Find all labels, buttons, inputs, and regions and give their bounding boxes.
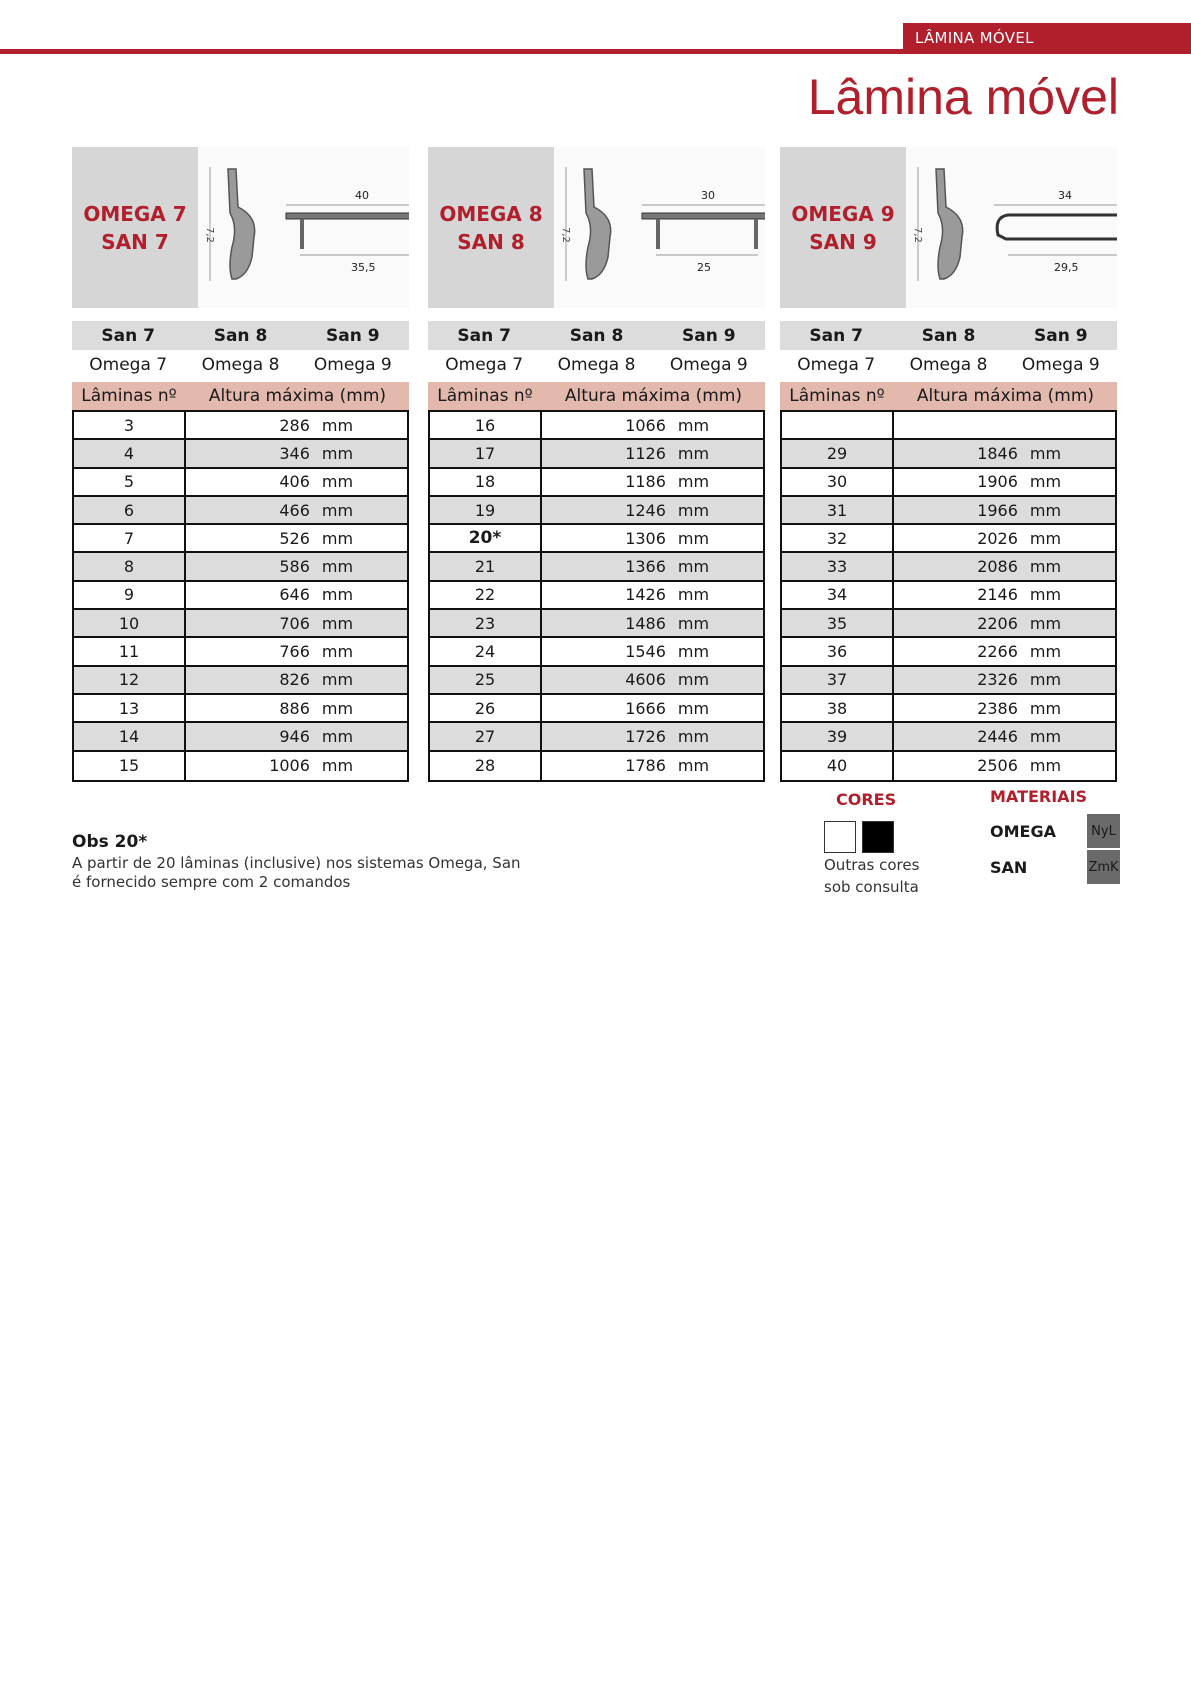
- blade-count: 15: [74, 752, 186, 780]
- height-spec-table: [72, 382, 409, 782]
- height-cell: [186, 585, 407, 604]
- height-unit: mm: [677, 670, 710, 690]
- height-value: 346: [279, 443, 310, 463]
- height-value: 2266: [977, 642, 1018, 662]
- materials-section: [990, 787, 1120, 884]
- side-profile-shape: [936, 169, 963, 279]
- blade-count: 37: [782, 667, 894, 693]
- blade-count: 26: [430, 695, 542, 721]
- height-cell: [542, 529, 763, 548]
- height-cell: [186, 727, 407, 746]
- height-unit: mm: [321, 528, 354, 548]
- compatibility-value: Omega 8: [909, 354, 988, 375]
- blade-count: 24: [430, 638, 542, 664]
- side-profile-shape: [584, 169, 611, 279]
- height-unit: mm: [1029, 443, 1062, 463]
- side-profile-shape: [228, 169, 255, 279]
- height-unit: mm: [677, 528, 710, 548]
- height-cell: [186, 614, 407, 633]
- profile-drawing-svg: [554, 147, 765, 308]
- height-cell: [894, 727, 1115, 746]
- height-unit: mm: [677, 642, 710, 662]
- height-cell: [894, 642, 1115, 661]
- height-value: 826: [279, 670, 310, 690]
- height-unit: mm: [321, 585, 354, 605]
- table-row: [782, 553, 1115, 581]
- obs-text-line-2: é fornecido sempre com 2 comandos: [72, 873, 351, 891]
- height-value: 526: [279, 528, 310, 548]
- table-row: [74, 525, 407, 553]
- height-value: 2326: [977, 670, 1018, 690]
- height-value: 1126: [625, 443, 666, 463]
- height-cell: [894, 557, 1115, 576]
- height-unit: mm: [677, 500, 710, 520]
- blade-count: 14: [74, 723, 186, 749]
- table-row: [782, 469, 1115, 497]
- profile-hero: [428, 147, 765, 308]
- table-row: [74, 667, 407, 695]
- table-row: [74, 723, 407, 751]
- height-cell: [894, 444, 1115, 463]
- height-value: 1906: [977, 472, 1018, 492]
- height-value: 286: [279, 415, 310, 435]
- spec-header-height: Altura máxima (mm): [208, 386, 387, 406]
- compatibility-header: San 9: [1034, 325, 1088, 346]
- profile-drawing: [906, 147, 1117, 308]
- blade-count: 4: [74, 440, 186, 466]
- height-unit: mm: [677, 472, 710, 492]
- height-cell: [894, 699, 1115, 718]
- table-row: [782, 412, 1115, 440]
- profile-label-line-2: SAN 9: [809, 229, 877, 254]
- height-cell: [186, 444, 407, 463]
- materials-title: MATERIAIS: [990, 787, 1088, 806]
- blade-count: 7: [74, 525, 186, 551]
- height-value: 2146: [977, 585, 1018, 605]
- side-dimension-label: 7,2: [204, 227, 215, 243]
- height-unit: mm: [321, 415, 354, 435]
- colors-note-line-1: Outras cores: [824, 856, 920, 874]
- table-row: [430, 553, 763, 581]
- compatibility-header: San 7: [809, 325, 863, 346]
- blade-count: 9: [74, 582, 186, 608]
- spec-header-blades: Lâminas nº: [81, 386, 177, 406]
- profile-label-line-1: OMEGA 8: [439, 201, 543, 226]
- height-value: 646: [279, 585, 310, 605]
- top-dimension-label: 34: [1058, 189, 1072, 202]
- height-unit: mm: [321, 726, 354, 746]
- table-row: [430, 412, 763, 440]
- blade-count: 25: [430, 667, 542, 693]
- compatibility-header: San 8: [569, 325, 624, 346]
- height-unit: mm: [321, 670, 354, 690]
- blade-count: 28: [430, 752, 542, 780]
- height-value: 586: [279, 557, 310, 577]
- height-cell: [186, 501, 407, 520]
- blade-count: 11: [74, 638, 186, 664]
- height-value: 1066: [625, 415, 666, 435]
- compatibility-header-row: [780, 321, 1117, 350]
- profile-hero: [780, 147, 1117, 308]
- height-unit: mm: [321, 613, 354, 633]
- blade-count: 29: [782, 440, 894, 466]
- height-value: 406: [279, 472, 310, 492]
- profile-label-line-2: SAN 8: [457, 229, 525, 254]
- profile-label: [72, 147, 198, 308]
- spec-body: [780, 410, 1117, 782]
- compatibility-header: San 9: [682, 325, 736, 346]
- height-value: 706: [279, 613, 310, 633]
- compatibility-table: [780, 321, 1117, 379]
- height-value: 1006: [269, 756, 310, 776]
- material-badge: NyL: [1087, 814, 1120, 848]
- height-cell: [186, 756, 407, 775]
- height-unit: mm: [1029, 726, 1062, 746]
- product-block-omega-9: [780, 147, 1117, 782]
- blade-count: 5: [74, 469, 186, 495]
- cross-section-top: [286, 213, 409, 219]
- height-unit: mm: [321, 642, 354, 662]
- height-value: 1366: [625, 557, 666, 577]
- material-name: OMEGA: [990, 821, 1056, 841]
- spec-body: [428, 410, 765, 782]
- blade-count: 13: [74, 695, 186, 721]
- table-row: [430, 440, 763, 468]
- swatch-black: [862, 821, 894, 853]
- blade-count: 20*: [430, 525, 542, 551]
- height-value: 2446: [977, 726, 1018, 746]
- table-row: [430, 667, 763, 695]
- height-value: 886: [279, 698, 310, 718]
- height-unit: mm: [677, 698, 710, 718]
- blade-count: 17: [430, 440, 542, 466]
- table-row: [430, 497, 763, 525]
- table-row: [782, 723, 1115, 751]
- spec-header-row: [428, 382, 765, 410]
- table-row: [74, 412, 407, 440]
- height-cell: [894, 614, 1115, 633]
- height-cell: [542, 756, 763, 775]
- profile-drawing-svg: [906, 147, 1117, 308]
- height-cell: [542, 642, 763, 661]
- material-row-san: [990, 850, 1120, 884]
- height-cell: [894, 756, 1115, 775]
- blade-count: [782, 412, 894, 438]
- height-cell: [542, 501, 763, 520]
- height-value: 2386: [977, 698, 1018, 718]
- material-badge: ZmK: [1087, 850, 1120, 884]
- compatibility-value-row: [72, 350, 409, 379]
- compatibility-header: San 7: [101, 325, 155, 346]
- table-row: [74, 695, 407, 723]
- top-dimension-label: 40: [355, 189, 369, 202]
- height-cell: [542, 699, 763, 718]
- blade-count: 31: [782, 497, 894, 523]
- height-cell: [186, 642, 407, 661]
- height-value: 2086: [977, 557, 1018, 577]
- page-title: Lâmina móvel: [807, 69, 1119, 125]
- compatibility-value: Omega 7: [89, 354, 168, 375]
- height-value: 1486: [625, 613, 666, 633]
- blade-count: 10: [74, 610, 186, 636]
- swatch-white: [824, 821, 856, 853]
- height-spec-table: [428, 382, 765, 782]
- table-row: [74, 582, 407, 610]
- blade-count: 19: [430, 497, 542, 523]
- table-row: [74, 553, 407, 581]
- table-row: [74, 497, 407, 525]
- section-tab: LÂMINA MÓVEL: [903, 23, 1191, 54]
- height-unit: mm: [677, 585, 710, 605]
- height-cell: [894, 585, 1115, 604]
- top-dimension-label: 30: [701, 189, 715, 202]
- profile-hero: [72, 147, 409, 308]
- height-value: 946: [279, 726, 310, 746]
- spec-body: [72, 410, 409, 782]
- table-row: [782, 752, 1115, 780]
- height-unit: mm: [677, 415, 710, 435]
- cross-section-leg-left: [300, 219, 304, 249]
- compatibility-value-row: [428, 350, 765, 379]
- table-row: [430, 638, 763, 666]
- blade-count: 33: [782, 553, 894, 579]
- material-row-omega: [990, 814, 1120, 848]
- blade-count: 8: [74, 553, 186, 579]
- height-unit: mm: [321, 443, 354, 463]
- compatibility-value: Omega 9: [1021, 354, 1100, 375]
- bottom-dimension-label: 29,5: [1054, 261, 1079, 274]
- material-name: SAN: [990, 857, 1028, 877]
- height-unit: mm: [321, 472, 354, 492]
- blade-count: 16: [430, 412, 542, 438]
- height-unit: mm: [677, 756, 710, 776]
- profile-label: [428, 147, 554, 308]
- height-cell: [894, 670, 1115, 689]
- blade-count: 35: [782, 610, 894, 636]
- cross-section-shape: [997, 215, 1117, 239]
- compatibility-header: San 8: [921, 325, 976, 346]
- compatibility-value: Omega 9: [313, 354, 392, 375]
- blade-count: 30: [782, 469, 894, 495]
- spec-header-height: Altura máxima (mm): [916, 386, 1095, 406]
- blade-count: 27: [430, 723, 542, 749]
- spec-header-height: Altura máxima (mm): [564, 386, 743, 406]
- height-cell: [186, 472, 407, 491]
- height-unit: mm: [321, 500, 354, 520]
- height-cell: [542, 585, 763, 604]
- table-row: [430, 752, 763, 780]
- colors-section: [824, 790, 954, 897]
- compatibility-value: Omega 7: [797, 354, 876, 375]
- blade-count: 32: [782, 525, 894, 551]
- height-value: 1306: [625, 528, 666, 548]
- table-row: [430, 582, 763, 610]
- height-value: 1186: [625, 472, 666, 492]
- obs-text-line-1: A partir de 20 lâminas (inclusive) nos sistemas Omega, San: [72, 854, 521, 872]
- height-unit: mm: [1029, 670, 1062, 690]
- compatibility-value: Omega 9: [669, 354, 748, 375]
- height-unit: mm: [321, 698, 354, 718]
- height-value: 1546: [625, 642, 666, 662]
- height-cell: [542, 727, 763, 746]
- observation-note: [72, 832, 532, 892]
- height-value: 766: [279, 642, 310, 662]
- height-unit: mm: [1029, 585, 1062, 605]
- height-cell: [542, 670, 763, 689]
- profile-label-line-1: OMEGA 7: [83, 201, 187, 226]
- compatibility-value-row: [780, 350, 1117, 379]
- height-cell: [186, 416, 407, 435]
- height-value: 4606: [625, 670, 666, 690]
- height-unit: mm: [1029, 500, 1062, 520]
- height-value: 2026: [977, 528, 1018, 548]
- profile-label-line-2: SAN 7: [101, 229, 169, 254]
- table-row: [74, 638, 407, 666]
- table-row: [430, 695, 763, 723]
- side-dimension-label: 7,2: [560, 227, 571, 243]
- table-row: [782, 638, 1115, 666]
- table-row: [74, 469, 407, 497]
- height-value: 1246: [625, 500, 666, 520]
- height-cell: [542, 557, 763, 576]
- height-value: 1846: [977, 443, 1018, 463]
- profile-drawing: [554, 147, 765, 308]
- spec-header-blades: Lâminas nº: [789, 386, 885, 406]
- height-value: 1966: [977, 500, 1018, 520]
- product-block-omega-7: [72, 147, 409, 782]
- cross-section-top: [642, 213, 765, 219]
- table-row: [74, 752, 407, 780]
- height-cell: [186, 529, 407, 548]
- height-unit: mm: [1029, 557, 1062, 577]
- height-value: 1726: [625, 726, 666, 746]
- compatibility-value: Omega 7: [445, 354, 524, 375]
- compatibility-header: San 9: [326, 325, 380, 346]
- height-unit: mm: [1029, 472, 1062, 492]
- table-row: [430, 610, 763, 638]
- height-cell: [894, 472, 1115, 491]
- height-unit: mm: [1029, 756, 1062, 776]
- table-row: [782, 610, 1115, 638]
- table-row: [430, 469, 763, 497]
- spec-header-row: [780, 382, 1117, 410]
- table-row: [430, 723, 763, 751]
- height-unit: mm: [677, 613, 710, 633]
- blade-count: 18: [430, 469, 542, 495]
- height-unit: mm: [1029, 642, 1062, 662]
- height-value: 2506: [977, 756, 1018, 776]
- height-unit: mm: [321, 557, 354, 577]
- height-value: 1666: [625, 698, 666, 718]
- height-cell: [542, 416, 763, 435]
- blade-count: 3: [74, 412, 186, 438]
- blade-count: 6: [74, 497, 186, 523]
- height-cell: [542, 614, 763, 633]
- spec-header-blades: Lâminas nº: [437, 386, 533, 406]
- profile-label: [780, 147, 906, 308]
- height-spec-table: [780, 382, 1117, 782]
- height-unit: mm: [1029, 698, 1062, 718]
- blade-count: 34: [782, 582, 894, 608]
- blade-count: 39: [782, 723, 894, 749]
- height-unit: mm: [321, 756, 354, 776]
- height-cell: [894, 529, 1115, 548]
- height-value: 1786: [625, 756, 666, 776]
- height-unit: mm: [677, 443, 710, 463]
- height-cell: [186, 699, 407, 718]
- blade-count: 23: [430, 610, 542, 636]
- compatibility-header-row: [428, 321, 765, 350]
- height-value: 1426: [625, 585, 666, 605]
- colors-note-line-2: sob consulta: [824, 878, 919, 896]
- table-row: [782, 497, 1115, 525]
- blade-count: 36: [782, 638, 894, 664]
- cross-section-leg-left: [656, 219, 660, 249]
- obs-title: Obs 20*: [72, 832, 148, 852]
- table-row: [782, 695, 1115, 723]
- product-block-omega-8: [428, 147, 765, 782]
- spec-header-row: [72, 382, 409, 410]
- compatibility-header: San 7: [457, 325, 511, 346]
- table-row: [74, 610, 407, 638]
- bottom-dimension-label: 25: [697, 261, 711, 274]
- table-row: [782, 667, 1115, 695]
- compatibility-header-row: [72, 321, 409, 350]
- height-cell: [186, 557, 407, 576]
- cross-section-leg-right: [754, 219, 758, 249]
- compatibility-header: San 8: [213, 325, 268, 346]
- height-unit: mm: [677, 726, 710, 746]
- blade-count: 38: [782, 695, 894, 721]
- height-cell: [542, 472, 763, 491]
- blade-count: 22: [430, 582, 542, 608]
- profile-drawing: [198, 147, 409, 308]
- color-swatches: [824, 821, 954, 853]
- table-row: [782, 440, 1115, 468]
- blade-count: 12: [74, 667, 186, 693]
- table-row: [430, 525, 763, 553]
- compatibility-value: Omega 8: [557, 354, 636, 375]
- bottom-dimension-label: 35,5: [351, 261, 376, 274]
- height-cell: [894, 501, 1115, 520]
- height-unit: mm: [1029, 528, 1062, 548]
- blade-count: 21: [430, 553, 542, 579]
- height-unit: mm: [1029, 613, 1062, 633]
- height-cell: [186, 670, 407, 689]
- compatibility-table: [72, 321, 409, 379]
- profile-drawing-svg: [198, 147, 409, 308]
- height-value: 466: [279, 500, 310, 520]
- profile-label-line-1: OMEGA 9: [791, 201, 895, 226]
- table-row: [782, 582, 1115, 610]
- height-unit: mm: [677, 557, 710, 577]
- height-value: 2206: [977, 613, 1018, 633]
- table-row: [782, 525, 1115, 553]
- height-cell: [542, 444, 763, 463]
- side-dimension-label: 7,2: [912, 227, 923, 243]
- compatibility-value: Omega 8: [201, 354, 280, 375]
- colors-title: CORES: [836, 790, 897, 809]
- compatibility-table: [428, 321, 765, 379]
- table-row: [74, 440, 407, 468]
- blade-count: 40: [782, 752, 894, 780]
